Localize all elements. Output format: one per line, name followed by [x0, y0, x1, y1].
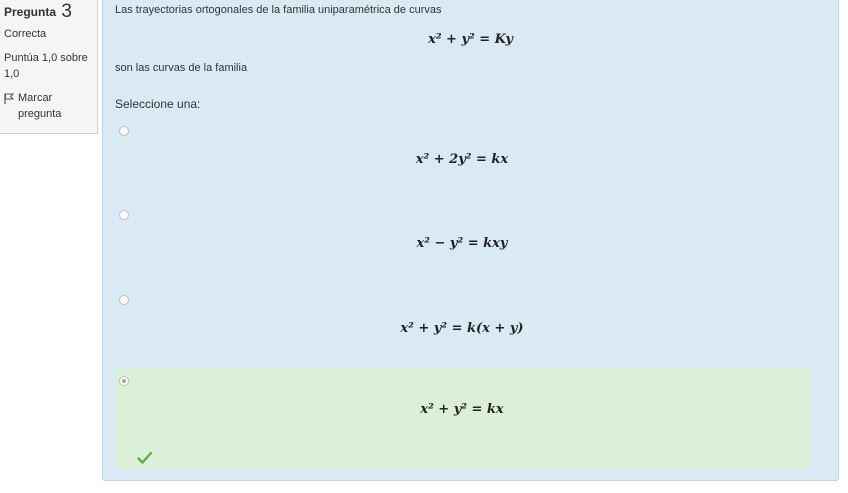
question-state: Correcta: [4, 28, 47, 40]
question-number: [4, 2, 93, 22]
option-4-formula: x² + y² = kx: [420, 402, 504, 417]
question-grade: Puntúa 1,0 sobre 1,0: [4, 52, 88, 80]
option-3-formula: x² + y² = k(x + y): [400, 321, 524, 336]
question-info-panel: [0, 0, 98, 134]
question-text: Las trayectorias ortogonales de la familia uniparamétrica de curvas: [115, 4, 442, 16]
answer-prompt: Seleccione una:: [115, 97, 201, 111]
option-2-formula: x² − y² = kxy: [416, 236, 508, 251]
option-1-radio[interactable]: [119, 126, 129, 136]
answer-option-4[interactable]: [115, 369, 809, 469]
question-text-continued: son las curvas de la familia: [115, 62, 248, 74]
option-4-radio[interactable]: [119, 376, 129, 386]
family-formula-text: x² + y² = Ky: [428, 32, 513, 47]
question-content: [102, 0, 839, 481]
flag-question-button[interactable]: [4, 90, 93, 122]
option-3-radio[interactable]: [119, 295, 129, 305]
answer-option-2[interactable]: [115, 204, 809, 284]
answer-option-1[interactable]: [115, 120, 809, 200]
family-formula: [103, 32, 838, 47]
answer-option-3[interactable]: [115, 289, 809, 369]
check-icon: [137, 451, 153, 465]
flag-icon: [4, 93, 14, 104]
question-number-value: 3: [61, 1, 72, 22]
flag-question-label: Marcar pregunta: [18, 92, 62, 120]
option-1-formula: x² + 2y² = kx: [415, 152, 509, 167]
question-label: Pregunta: [4, 5, 57, 19]
option-2-radio[interactable]: [119, 210, 129, 220]
